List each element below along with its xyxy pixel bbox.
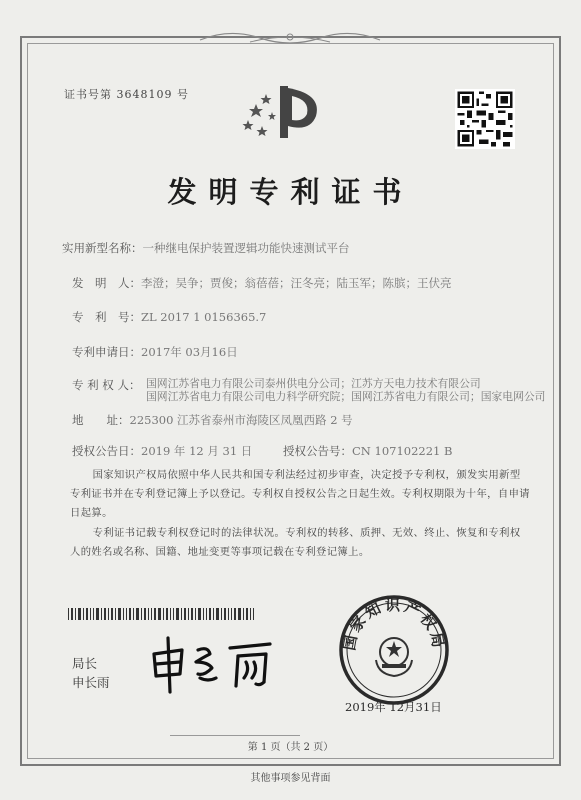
utility-name-label: 实用新型名称： (62, 241, 143, 255)
inventor-label: 发 明 人： (72, 276, 141, 290)
apply-date-label: 专利申请日： (72, 345, 141, 359)
apply-date-row (72, 344, 238, 360)
seal-date: 2019年 12月31日 (345, 700, 442, 714)
qr-code-icon (455, 89, 515, 149)
utility-name-value: 一种继电保护装置逻辑功能快速测试平台 (142, 241, 350, 255)
official-seal-icon (338, 594, 450, 706)
address-value: 225300 江苏省泰州市海陵区凤凰西路 2 号 (129, 413, 353, 427)
certificate-title: 发明专利证书 (167, 175, 414, 209)
holder-row (72, 377, 140, 393)
patent-office-emblem-icon (236, 82, 332, 146)
grant-date-value: 2019 年 12 月 31 日 (141, 444, 253, 458)
patent-number-label: 专 利 号： (72, 310, 141, 324)
apply-date-value: 2017年 03月16日 (141, 345, 238, 359)
grant-statement-paragraph: 国家知识产权局依照中华人民共和国专利法经过初步审查，决定授予专利权，颁发实用新型专利证书并在专利登记簿上予以登记。专利权自授权公告之日起生效。专利权期限为十年，自申请日起算。 (70, 469, 530, 519)
footer-divider (170, 735, 300, 736)
holder-label: 专 利 权 人： (72, 378, 141, 392)
holder-line: 国网江苏省电力有限公司泰州供电分公司；江苏方天电力技术有限公司 (146, 377, 481, 390)
utility-name-row (62, 240, 350, 256)
patent-number-value: ZL 2017 1 0156365.7 (141, 310, 267, 324)
page-number: 第 1 页（共 2 页） (247, 742, 334, 753)
frame-ornament (190, 28, 390, 48)
certificate-number: 证书号第 3648109 号 (64, 88, 189, 101)
holder-list (146, 377, 545, 403)
grant-date-label: 授权公告日： (72, 444, 141, 458)
signature-icon (148, 632, 278, 696)
inventor-value: 李澄；吴争；贾俊；翁蓓蓓；汪冬亮；陆玉军；陈膑；王伏亮 (141, 276, 452, 290)
address-row (72, 412, 353, 428)
inventor-row (72, 275, 452, 291)
grant-number-label: 授权公告号： (283, 444, 352, 458)
seal-text: 国家知识产权局 (340, 596, 448, 652)
patent-number-row (72, 309, 266, 325)
grant-number-value: CN 107102221 B (352, 444, 453, 458)
holder-line: 国网江苏省电力有限公司电力科学研究院；国网江苏省电力有限公司；国家电网公司 (146, 390, 546, 403)
director-title: 局长 (72, 656, 98, 671)
grant-number-row (283, 443, 452, 459)
grant-date-row (72, 443, 252, 459)
director-name: 申长雨 (72, 675, 110, 690)
barcode-icon (68, 608, 254, 620)
registry-statement-paragraph: 专利证书记载专利权登记时的法律状况。专利权的转移、质押、无效、终止、恢复和专利权人的姓名或名称、国籍、地址变更等事项记载在专利登记簿上。 (70, 527, 521, 558)
back-note: 其他事项参见背面 (250, 773, 331, 784)
address-label: 地 址： (72, 413, 130, 427)
